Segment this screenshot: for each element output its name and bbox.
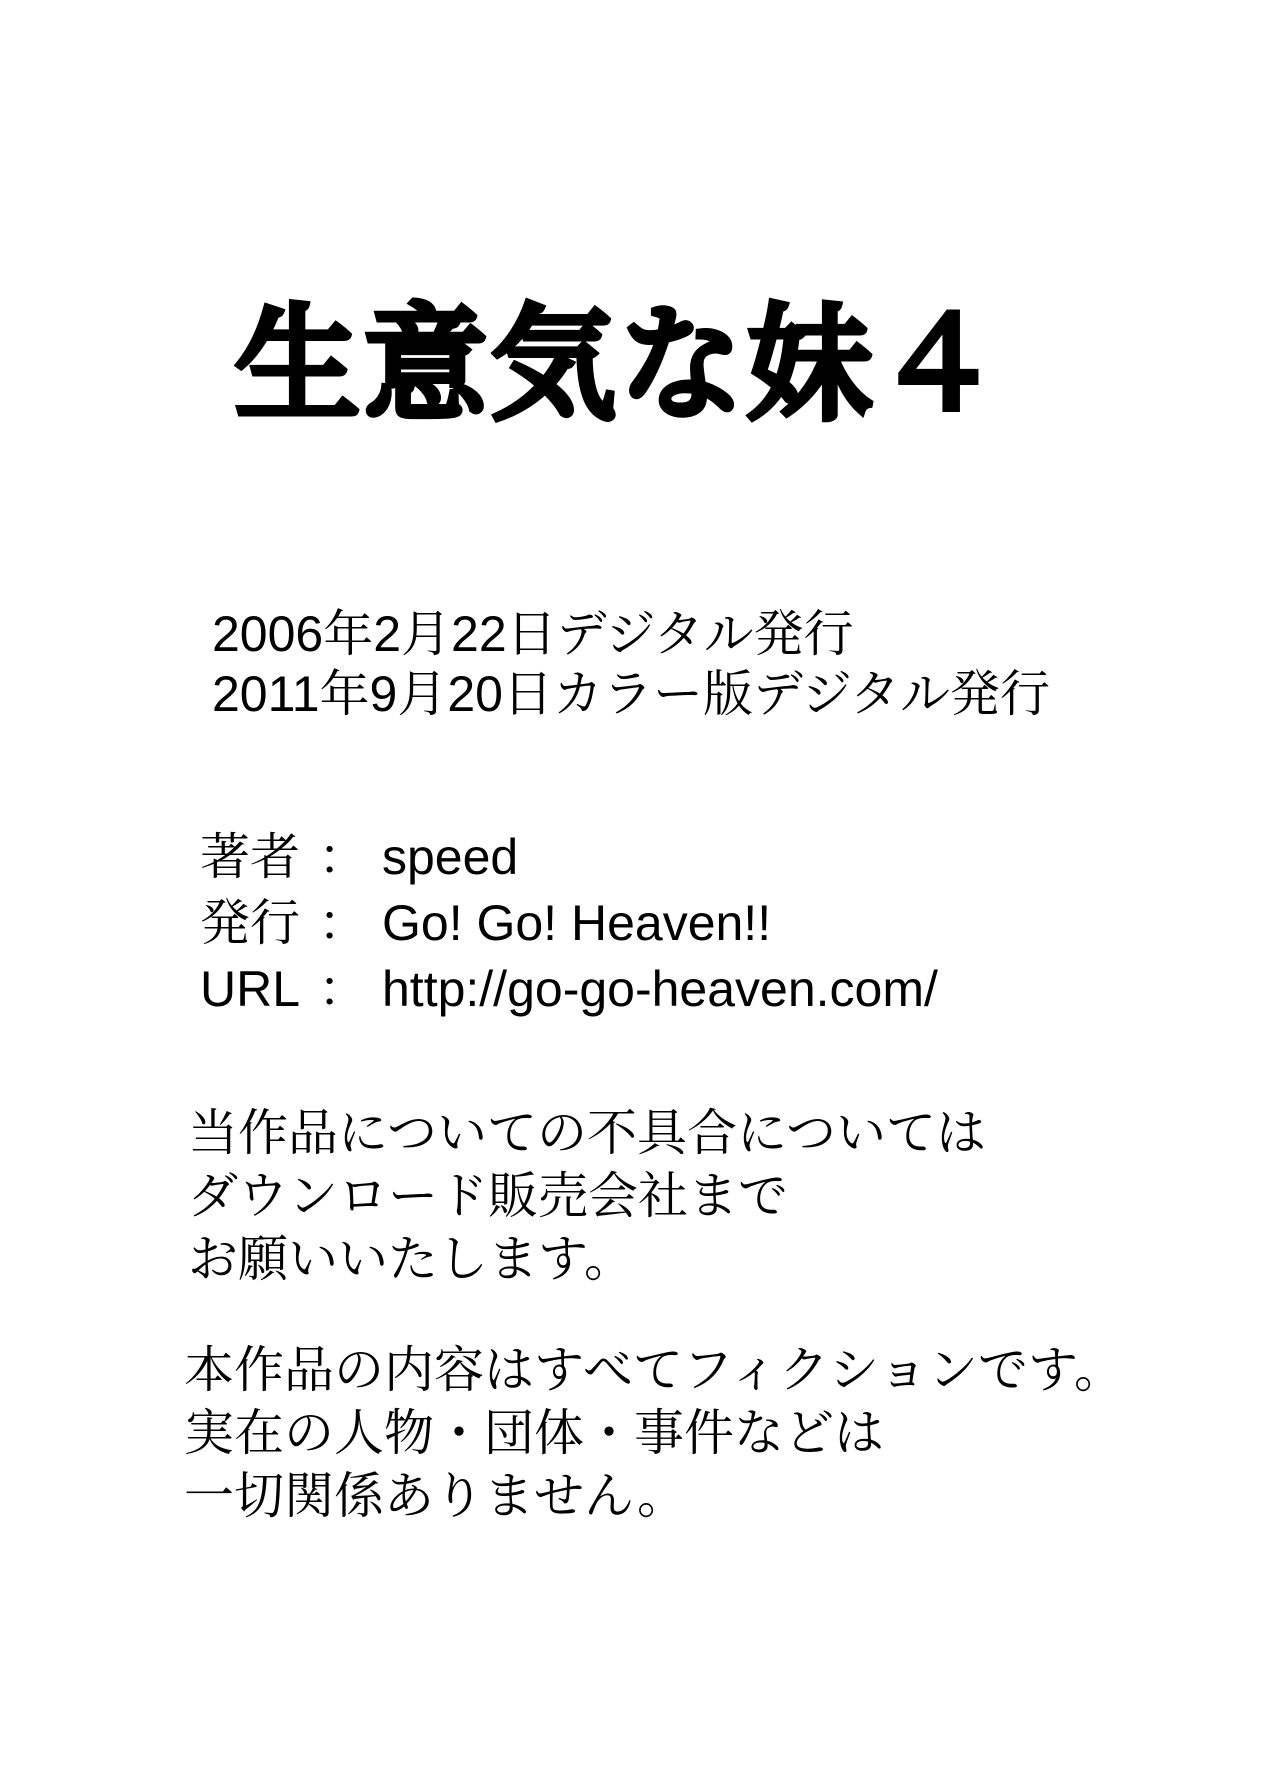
url-label: URL <box>200 961 301 1017</box>
publication-dates <box>212 604 1050 724</box>
credit-separator: ： <box>318 829 368 885</box>
publisher-value: Go! Go! Heaven!! <box>382 895 772 951</box>
credits <box>200 824 938 1022</box>
notice-line: 本作品の内容はすべてフィクションです。 <box>184 1342 1124 1398</box>
credit-row-url <box>200 956 938 1022</box>
author-value: speed <box>382 829 519 885</box>
page-title: 生意気な妹４ <box>235 296 1003 435</box>
fiction-notice <box>184 1339 1124 1528</box>
notice-line: 当作品についての不具合については <box>188 1105 986 1161</box>
author-label: 著者 <box>200 829 300 885</box>
support-notice <box>188 1102 986 1291</box>
publication-date-line: 2006年2月22日デジタル発行 <box>212 606 854 662</box>
notice-line: 実在の人物・団体・事件などは <box>184 1405 884 1461</box>
notice-line: 一切関係ありません。 <box>184 1468 687 1524</box>
credit-row-author <box>200 824 938 890</box>
credit-separator: ： <box>318 895 368 951</box>
publication-date-line: 2011年9月20日カラー版デジタル発行 <box>212 666 1050 722</box>
notice-line: お願いいたします。 <box>188 1231 634 1287</box>
publisher-label: 発行 <box>200 895 300 951</box>
credit-row-publisher <box>200 890 938 956</box>
url-value: http://go-go-heaven.com/ <box>382 961 938 1017</box>
credit-separator: ： <box>318 961 368 1017</box>
notice-line: ダウンロード販売会社まで <box>188 1168 788 1224</box>
